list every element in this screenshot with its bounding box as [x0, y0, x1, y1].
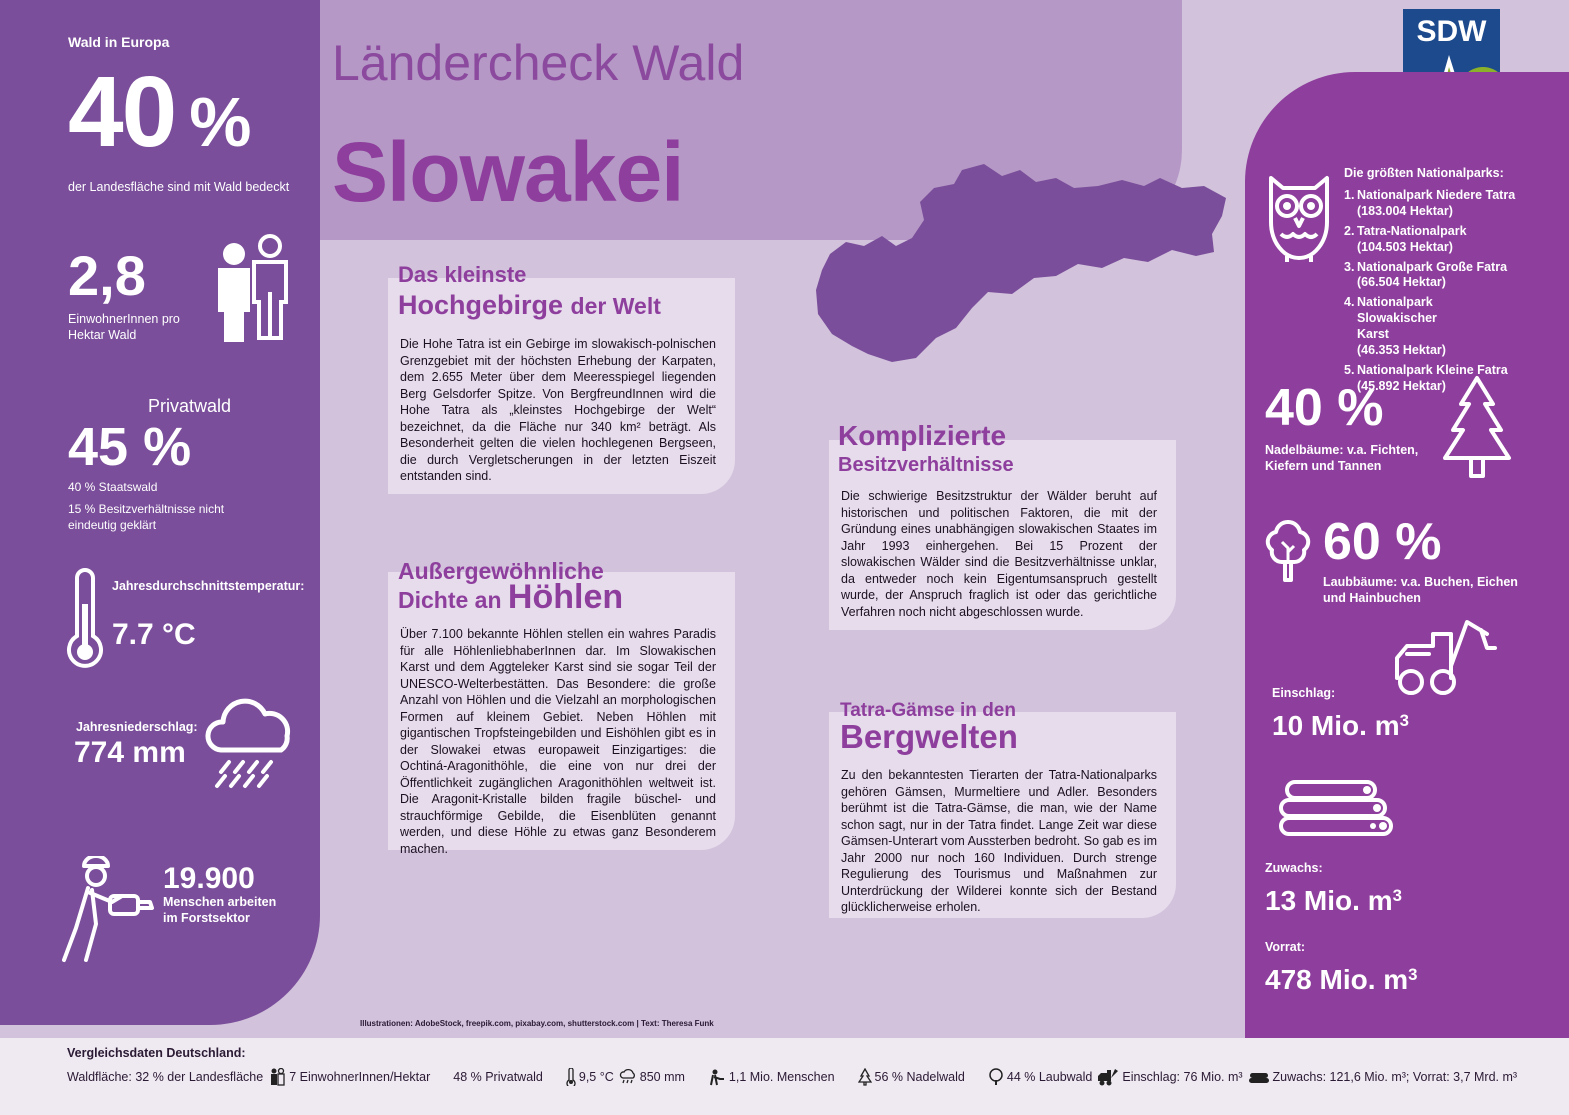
- deciduous-value: 60 %: [1323, 513, 1442, 571]
- forest-unit: %: [189, 83, 250, 161]
- harvester-icon: [1393, 614, 1501, 698]
- parks-list: [1344, 188, 1527, 399]
- footer-forest: Waldfläche: 32 % der Landesfläche: [67, 1070, 264, 1084]
- list-item-number: 5.: [1344, 362, 1355, 377]
- deciduous-tree-icon: [988, 1068, 1004, 1086]
- footer-title: Vergleichsdaten Deutschland:: [67, 1046, 246, 1060]
- growth-number: 13 Mio. m: [1265, 885, 1393, 916]
- credits: Illustrationen: AdobeStock, freepik.com, pixabay.com, shutterstock.com | Text: Theresa Funk: [360, 1019, 714, 1028]
- growth-value: [1265, 885, 1402, 917]
- footer-deciduous: [988, 1068, 1092, 1086]
- footer-workers: [708, 1068, 835, 1086]
- footer-density-text: 7 EinwohnerInnen/Hektar: [289, 1070, 431, 1084]
- cubic-superscript: 3: [1408, 964, 1418, 984]
- temp-label: Jahresdurchschnittstemperatur:: [112, 579, 305, 593]
- growth-label: Zuwachs:: [1265, 861, 1323, 875]
- footer-rain-text: 850 mm: [639, 1070, 685, 1084]
- article-title-line1: Tatra-Gämse in den: [840, 700, 1016, 721]
- forest-worker-icon: [58, 856, 154, 966]
- private-title: Privatwald: [148, 396, 232, 416]
- forest-number: 40: [68, 56, 176, 168]
- people-icon: [268, 1068, 286, 1086]
- list-item-number: 2.: [1344, 223, 1355, 238]
- footer-growth-stock-text: Zuwachs: 121,6 Mio. m³; Vorrat: 3,7 Mrd. m³: [1272, 1070, 1518, 1084]
- footer-conifer-text: 56 % Nadelwald: [874, 1070, 965, 1084]
- article-title-line2: Besitzverhältnisse: [838, 454, 1014, 476]
- conifer-desc: Nadelbäume: v.a. Fichten, Kiefern und Tannen: [1265, 443, 1419, 473]
- footer-density: [268, 1068, 430, 1086]
- deciduous-desc: Laubbäume: v.a. Buchen, Eichen und Hainbuchen: [1323, 575, 1518, 605]
- article-title-line1: Komplizierte: [838, 420, 1007, 451]
- article-body: Die schwierige Besitzstruktur der Wälder beruht auf historischen und politischen Faktoren, die mit der Gründung eines unabhängigen slowakischen Staates im Jahr 1993 einhergehen. Bei 15 Prozent der slowakischen Wälder sind die Besitzverhältnisse unklar, da entweder noch kein Eigentumsanspruch gestellt wurde, der Anspruch fraglich ist oder das gerichtliche Verfahren noch nicht abgeschlossen wurde.: [841, 489, 1157, 619]
- article-title-word: Hochgebirge: [398, 290, 564, 320]
- park-name: Nationalpark Große Fatra: [1357, 259, 1508, 274]
- article-title-word: Dichte an: [398, 587, 502, 613]
- footer-workers-text: 1,1 Mio. Menschen: [728, 1070, 835, 1084]
- stock-value: [1265, 964, 1418, 996]
- park-area: (46.353 Hektar): [1357, 342, 1446, 357]
- park-area: (45.892 Hektar): [1357, 378, 1446, 393]
- owl-icon: [1263, 172, 1335, 264]
- footer-temp-text: 9,5 °C: [578, 1070, 614, 1084]
- harvester-icon: [1097, 1068, 1119, 1086]
- article-title-line2: [398, 578, 623, 617]
- footer-private: 48 % Privatwald: [453, 1070, 543, 1084]
- density-desc: EinwohnerInnen pro Hektar Wald: [68, 312, 180, 342]
- park-name: Nationalpark Kleine Fatra: [1357, 362, 1508, 377]
- forest-value: [68, 56, 250, 168]
- harvest-label: Einschlag:: [1272, 686, 1336, 700]
- article-title-line1: Außergewöhnliche: [398, 558, 604, 584]
- footer-row: [67, 1068, 1522, 1086]
- article-title-line1: Das kleinste: [398, 262, 527, 287]
- park-name: Nationalpark Slowakischer Karst: [1357, 295, 1437, 341]
- list-item: [1344, 188, 1527, 220]
- density-value: 2,8: [68, 244, 146, 307]
- footer-conifer: [858, 1068, 965, 1086]
- log-pile-icon: [1277, 778, 1397, 838]
- list-item: [1344, 260, 1527, 292]
- park-area: (104.503 Hektar): [1357, 239, 1453, 254]
- footer-harvest: [1097, 1068, 1242, 1086]
- rain-cloud-icon: [619, 1068, 637, 1086]
- workers-value: 19.900: [163, 862, 255, 895]
- temp-value: 7.7 °C: [112, 618, 196, 651]
- footer-growth-stock: [1248, 1070, 1518, 1084]
- park-name: Nationalpark Niedere Tatra: [1357, 188, 1516, 202]
- harvest-number: 10 Mio. m: [1272, 710, 1400, 741]
- forest-worker-icon: [708, 1068, 726, 1086]
- article-body: Über 7.100 bekannte Höhlen stellen ein wahres Paradis für alle HöhlenliebhaberInnen dar. Im Slowakischen Karst und dem Aggteleker Karst sind sie sogar Teil der UNESCO-Welterbestätten. Das Besondere: die große Anzahl von Höhlen und die Vielzahl an morphologischen Formen auf kleinem Gebiet. Neben Höhlen mit gigantischen Tropfsteingebilden und Eishöhlen gibt es in der Slowakei etwas europaweit Einzigartiges: die Ochtiná-Aragonithöhle, die eine von nur drei der Öffentlichkeit zugänglichen Aragonithöhlen weltweit ist. Die Aragonit-Kristalle bilden fragile büschel- und strauchförmige Gebilde, die Eisenblüten genannt werden, und diese Höhle zu etwas ganz Besonderem machen.: [400, 627, 716, 856]
- right-panel: [1245, 72, 1569, 1038]
- list-item: [1344, 224, 1527, 256]
- article-body: Zu den bekanntesten Tierarten der Tatra-Nationalparks gehören Gämsen, Murmeltiere und Adler. Besonders berühmt ist die Tatra-Gämse, die man, wie der Name schon sagt, nur in der Tatra findet. Lange Zeit war diese Gämsen-Unterart vom Aussterben bedroht. So gab es im Jahr 2000 nur noch 160 Individuen. Durch strenge Regulierung des Tourismus und Maßnahmen zur Unterdrückung der Wilderei konnte sich der Bestand glücklicherweise erholen.: [841, 768, 1157, 914]
- article-title-word: der Welt: [570, 293, 661, 319]
- list-item: [1344, 295, 1527, 359]
- page-title: Slowakei: [332, 125, 684, 219]
- deciduous-tree-icon: [1265, 518, 1311, 582]
- people-icon: [212, 234, 294, 344]
- slovakia-map: [812, 158, 1232, 368]
- conifer-tree-icon: [858, 1068, 872, 1086]
- rain-cloud-icon: [203, 690, 299, 790]
- article-body: Die Hohe Tatra ist ein Gebirge im slowakisch-polnischen Grenzgebiet mit der höchsten Erhebung der Karpaten, dem 2.655 Meter über dem Meeresspiegel liegenden Berg Gelsdorfer Spitze. Von BergfreundInnen wird die Hohe Tatra als „kleinstes Hochgebirge der Welt“ bezeichnet, da die Fläche nur 340 km² beträgt. Als Besonderheit gelten die vielen hochlegenen Bergseen, die durch Vergletscherungen in der letzten Eiszeit entstanden sind.: [400, 337, 716, 483]
- parks-title: Die größten Nationalparks:: [1344, 166, 1504, 180]
- left-panel: [0, 0, 320, 1025]
- logo-text: SDW: [1416, 15, 1487, 48]
- footer-rain: [619, 1068, 685, 1086]
- footer-comparison: [0, 1038, 1569, 1115]
- list-item-number: 1.: [1344, 188, 1355, 202]
- harvest-value: [1272, 710, 1409, 742]
- cubic-superscript: 3: [1392, 885, 1402, 905]
- page-subtitle: Ländercheck Wald: [332, 35, 745, 91]
- park-name: Tatra-Nationalpark: [1357, 223, 1467, 238]
- park-area: (66.504 Hektar): [1357, 275, 1446, 290]
- conifer-tree-icon: [1441, 374, 1513, 480]
- article-title-line2: [398, 290, 661, 321]
- list-item-number: 4.: [1344, 295, 1355, 310]
- forest-desc: der Landesfläche sind mit Wald bedeckt: [68, 180, 290, 194]
- conifer-value: 40 %: [1265, 379, 1384, 437]
- stock-label: Vorrat:: [1265, 940, 1306, 954]
- footer-deciduous-text: 44 % Laubwald: [1006, 1070, 1093, 1084]
- footer-temp: [566, 1068, 614, 1086]
- rain-label: Jahresniederschlag:: [76, 720, 198, 734]
- footer-harvest-text: Einschlag: 76 Mio. m³: [1122, 1070, 1243, 1084]
- park-area: (183.004 Hektar): [1357, 203, 1453, 218]
- forest-label: Wald in Europa: [68, 34, 170, 50]
- rain-value: 774 mm: [74, 736, 186, 769]
- private-value: 45 %: [68, 417, 192, 477]
- workers-desc: Menschen arbeiten im Forstsektor: [163, 895, 277, 925]
- cubic-superscript: 3: [1399, 710, 1409, 730]
- state-forest: 40 % Staatswald: [68, 480, 158, 494]
- article-title-line2: Bergwelten: [840, 718, 1018, 755]
- unclear-ownership: 15 % Besitzverhältnisse nicht eindeutig geklärt: [68, 502, 225, 532]
- thermometer-icon: [566, 1068, 576, 1086]
- article-title-word: Höhlen: [507, 578, 624, 616]
- list-item-number: 3.: [1344, 259, 1355, 274]
- log-pile-icon: [1248, 1070, 1270, 1084]
- stock-number: 478 Mio. m: [1265, 964, 1409, 995]
- thermometer-icon: [66, 568, 104, 674]
